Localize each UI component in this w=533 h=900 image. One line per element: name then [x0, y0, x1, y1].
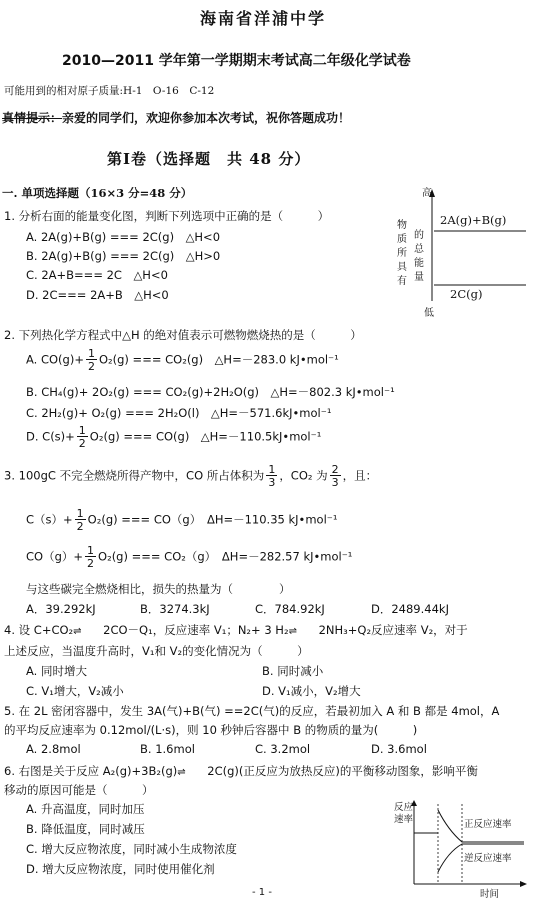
q3-equation-1 [26, 508, 337, 532]
q3-stem-pre: 3. 100gC 不完全燃烧所得产物中，CO 所占体积为 [4, 468, 265, 483]
q5-option-c: C. 3.2mol [255, 742, 311, 756]
q3-eq1-pre: C（s）+ [26, 512, 73, 527]
equilibrium-arrow-icon: ⇌ [288, 626, 297, 637]
q5-option-d: D. 3.6mol [371, 742, 427, 756]
q3-stem-post: ，且： [342, 468, 378, 483]
equilibrium-arrow-icon: ⇌ [177, 767, 186, 778]
q2-option-d [26, 425, 321, 449]
q5-line-2: 的平均反应速率为 0.12mol/(L·s)，则 10 秒钟后容器中 B 的物质的量为( ) [4, 723, 418, 737]
frac-den: 2 [87, 360, 95, 373]
q5-line-1: 5. 在 2L 密闭容器中，发生 3A(气)+B(气) ==2C(气)的反应，若最初加入 A 和 B 都是 4mol，A [4, 704, 500, 718]
frac-den: 2 [76, 520, 84, 533]
q4-option-b: B. 同时减小 [262, 664, 324, 678]
q2-option-c: C. 2H₂(g)+ O₂(g) === 2H₂O(l) △H=－571.6kJ•mol⁻¹ [26, 406, 332, 420]
energy-diagram [392, 183, 530, 318]
q2-option-a [26, 348, 339, 372]
q5-option-b: B. 1.6mol [140, 742, 195, 756]
q3-option-a: A．39.292kJ [26, 602, 96, 616]
q2-d-prefix: D. C(s)+ [26, 429, 75, 444]
ylabel-char: 质 [397, 234, 407, 245]
frac-den: 3 [268, 476, 276, 489]
q1-option-c: C. 2A+B=== 2C △H<0 [26, 268, 168, 282]
energy-ylabel-col1 [397, 219, 409, 289]
frac-num: 1 [78, 424, 86, 437]
atomic-mass-line: 可能用到的相对原子质量:H-1 O-16 C-12 [4, 85, 215, 97]
rate-graph [392, 800, 530, 900]
ylabel-char: 量 [414, 272, 424, 283]
energy-ylabel-col2 [414, 229, 426, 285]
ylabel-char: 能 [414, 258, 424, 269]
q1-stem: 1. 分析右面的能量变化图，判断下列选项中正确的是（ ） [4, 209, 330, 223]
frac-num: 1 [76, 507, 84, 520]
q6-line1-pre: 6. 右图是关于反应 A₂(g)+3B₂(g) [4, 764, 178, 778]
q4-option-c: C. V₁增大，V₂减小 [26, 684, 124, 698]
frac-num: 1 [268, 463, 276, 476]
q6-option-b: B. 降低温度，同时减压 [26, 822, 145, 836]
q2-option-b: B. CH₄(g)+ 2O₂(g) === CO₂(g)+2H₂O(g) △H=－802.3 kJ•mol⁻¹ [26, 385, 395, 399]
half-fraction [77, 425, 88, 449]
ylabel-char: 的 [414, 230, 424, 241]
frac-den: 2 [87, 557, 95, 570]
volume-title: 第Ⅰ卷（选择题 共 48 分） [107, 150, 311, 168]
exam-title: 2010—2011 学年第一学期期末考试高二年级化学试卷 [62, 53, 411, 69]
energy-high-label: 高 [422, 188, 432, 199]
two-third-fraction [330, 464, 341, 488]
school-name: 海南省洋浦中学 [200, 9, 327, 28]
q6-line-2: 移动的原因可能是（ ） [4, 783, 154, 797]
q4-option-d: D. V₁减小，V₂增大 [262, 684, 361, 698]
q3-question: 与这些碳完全燃烧相比，损失的热量为（ ） [26, 582, 291, 596]
q4-line-1 [4, 622, 468, 638]
rate-xlabel: 时间 [480, 889, 500, 900]
ylabel-char: 具 [397, 262, 407, 273]
frac-den: 2 [78, 437, 86, 450]
half-fraction [85, 545, 96, 569]
forward-rate-label: 正反应速率 [464, 819, 512, 830]
q6-option-a: A. 升高温度，同时加压 [26, 802, 145, 816]
q2-stem: 2. 下列热化学方程式中△H 的绝对值表示可燃物燃烧热的是（ ） [4, 328, 362, 342]
q3-stem-mid: ，CO₂ 为 [279, 468, 328, 483]
ylabel-char: 所 [397, 248, 407, 259]
section-one-heading: 一. 单项选择题（16×3 分=48 分） [2, 186, 193, 200]
tip-text: 亲爱的同学们，欢迎你参加本次考试，祝你答题成功！ [62, 111, 351, 125]
q4-line-2: 上述反应，当温度升高时，V₁和 V₂的变化情况为（ ） [4, 644, 309, 658]
frac-den: 3 [331, 476, 339, 489]
q3-option-c: C．784.92kJ [255, 602, 325, 616]
greeting-line [2, 109, 350, 126]
frac-num: 1 [87, 347, 95, 360]
upper-level-label: 2A(g)+B(g) [440, 213, 507, 227]
ylabel-char: 总 [414, 244, 424, 255]
half-fraction [86, 348, 97, 372]
q4-line1-pre: 4. 设 C+CO₂ [4, 623, 74, 637]
q5-option-a: A. 2.8mol [26, 742, 81, 756]
q3-equation-2 [26, 545, 352, 569]
ylabel-char: 物 [397, 220, 407, 231]
frac-num: 1 [87, 544, 95, 557]
tip-label: 真情提示： [2, 111, 63, 125]
equilibrium-arrow-icon: ⇌ [73, 626, 80, 637]
reverse-rate-label: 逆反应速率 [464, 853, 512, 864]
q4-option-a: A. 同时增大 [26, 664, 87, 678]
page-number: - 1 - [252, 887, 272, 898]
q3-eq2-post: O₂(g) === CO₂（g） ΔH=－282.57 kJ•mol⁻¹ [98, 549, 353, 564]
energy-low-label: 低 [424, 308, 434, 319]
ylabel-char: 有 [397, 276, 407, 287]
q3-eq2-pre: CO（g）+ [26, 549, 84, 564]
q4-line1-mid: 2CO－Q₁，反应速率 V₁；N₂+ 3 H₂ [103, 623, 289, 637]
q3-eq1-post: O₂(g) === CO（g） ΔH=－110.35 kJ•mol⁻¹ [87, 512, 338, 527]
q6-line1-post: 2C(g)(正反应为放热反应)的平衡移动图象，影响平衡 [207, 764, 478, 778]
q6-option-d: D. 增大反应物浓度，同时使用催化剂 [26, 862, 215, 876]
rate-ylabel-line: 速率 [394, 814, 414, 825]
q4-line1-post: 2NH₃+Q₂反应速率 V₂，对于 [318, 623, 468, 637]
q1-option-b: B. 2A(g)+B(g) === 2C(g) △H>0 [26, 249, 221, 263]
q3-option-b: B．3274.3kJ [140, 602, 210, 616]
half-fraction [75, 508, 86, 532]
q2-d-suffix: O₂(g) === CO(g) △H=－110.5kJ•mol⁻¹ [89, 429, 322, 444]
frac-num: 2 [331, 463, 339, 476]
q3-stem [4, 464, 377, 488]
rate-ylabel [394, 802, 414, 826]
rate-ylabel-line: 反应 [394, 802, 414, 813]
q2-a-prefix: A. CO(g)+ [26, 352, 84, 367]
one-third-fraction [266, 464, 277, 488]
q2-a-suffix: O₂(g) === CO₂(g) △H=－283.0 kJ•mol⁻¹ [98, 352, 339, 367]
q3-option-d: D．2489.44kJ [371, 602, 449, 616]
q1-option-d: D. 2C=== 2A+B △H<0 [26, 288, 169, 302]
q6-line-1 [4, 763, 478, 779]
q1-option-a: A. 2A(g)+B(g) === 2C(g) △H<0 [26, 230, 221, 244]
rate-x-axis-arrow [520, 881, 527, 887]
q6-option-c: C. 增大反应物浓度，同时减小生成物浓度 [26, 842, 237, 856]
lower-level-label: 2C(g) [450, 287, 483, 301]
